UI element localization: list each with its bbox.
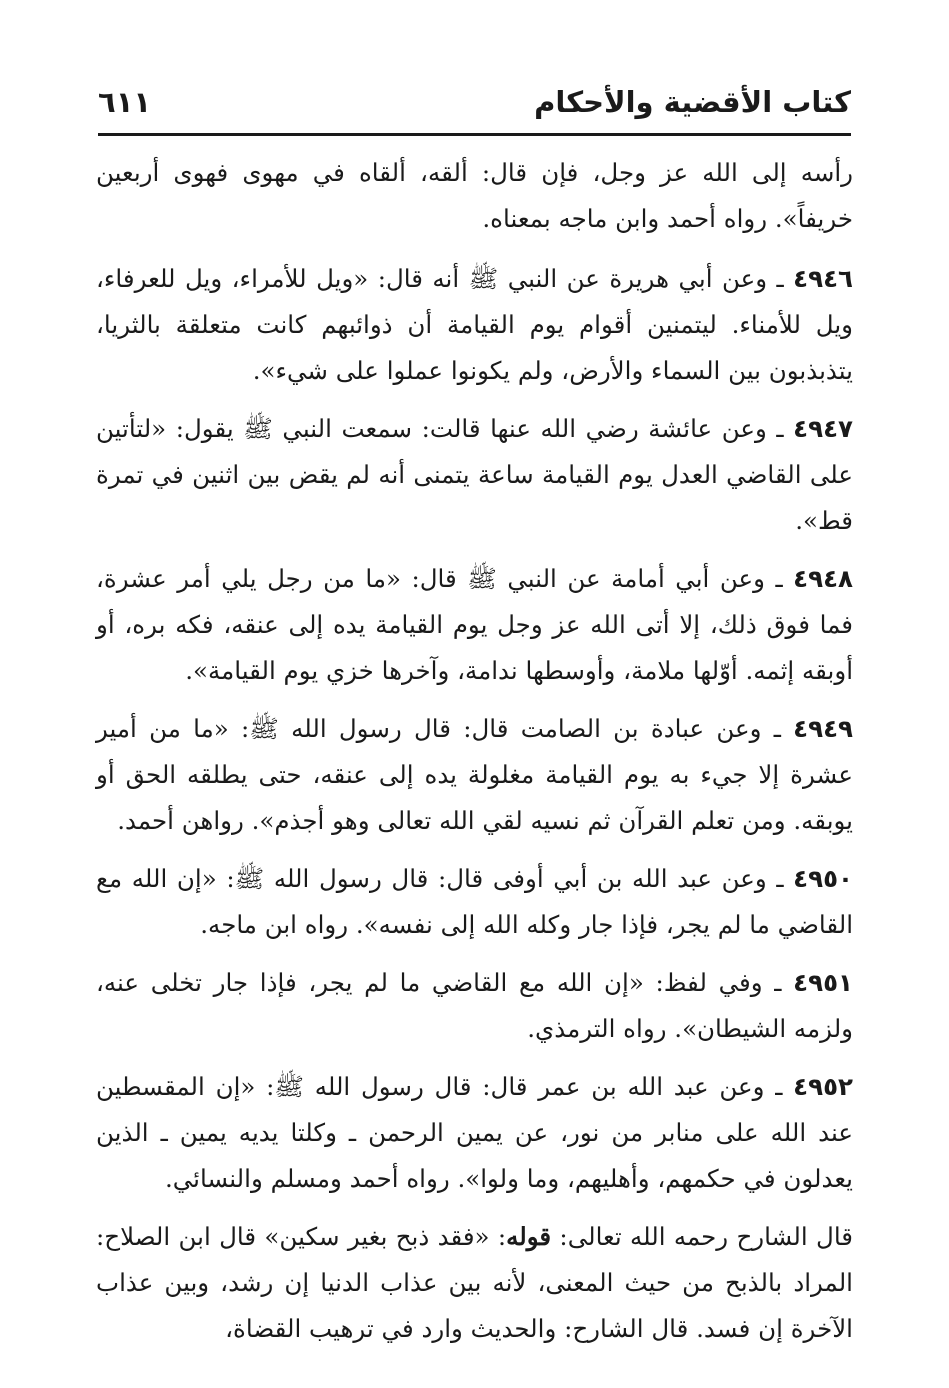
hadith-text: ـ وعن أبي أمامة عن النبي ﷺ قال: «ما من رجل يلي أمر عشرة، فما فوق ذلك، إلا أتى الله عز وجل يوم القيامة يده إلى عنقه، فكه بره، أو أوبقه إثمه. أوّلها ملامة، وأوسطها ندامة، وآخرها خزي يوم القيامة».: [96, 564, 853, 685]
hadith-number: ٤٩٤٦: [793, 264, 853, 293]
hadith-number: ٤٩٥٢: [793, 1072, 853, 1101]
hadith-4950: [96, 856, 853, 948]
header-divider: [98, 133, 851, 136]
hadith-number: ٤٩٤٧: [793, 414, 853, 443]
hadith-number: ٤٩٤٨: [793, 564, 853, 593]
hadith-text: ـ وعن أبي هريرة عن النبي ﷺ أنه قال: «ويل للأمراء، ويل للعرفاء، ويل للأمناء. ليتمنين أقوام يوم القيامة أن ذوائبهم كانت متعلقة بالثريا، يتذبذبون بين السماء والأرض، ولم يكونوا عملوا على شيء».: [96, 264, 853, 385]
paragraph-text: رأسه إلى الله عز وجل، فإن قال: ألقه، ألقاه في مهوى فهوى أربعين خريفاً». رواه أحمد وابن ماجه بمعناه.: [96, 158, 853, 233]
hadith-4952: [96, 1064, 853, 1202]
hadith-4949: [96, 706, 853, 844]
commentary-keyword: قوله: [506, 1222, 552, 1251]
hadith-number: ٤٩٥١: [793, 968, 853, 997]
chapter-title: كتاب الأقضية والأحكام: [534, 85, 851, 119]
commentary-text: : «فقد ذبح بغير سكين» قال ابن الصلاح: المراد بالذبح من حيث المعنى، لأنه بين عذاب الدنيا إن رشد، وبين عذاب الآخرة إن فسد. قال الشارح: والحديث وارد في ترهيب القضاة،: [96, 1222, 853, 1343]
hadith-4948: [96, 556, 853, 694]
hadith-4947: [96, 406, 853, 544]
hadith-number: ٤٩٤٩: [793, 714, 853, 743]
hadith-text: ـ وفي لفظ: «إن الله مع القاضي ما لم يجر، فإذا جار تخلى عنه، ولزمه الشيطان». رواه الترمذي.: [96, 968, 853, 1043]
page-body: [96, 150, 853, 1364]
hadith-text: ـ وعن عائشة رضي الله عنها قالت: سمعت النبي ﷺ يقول: «لتأتين على القاضي العدل يوم القيامة ساعة يتمنى أنه لم يقض بين اثنين في تمرة قط».: [96, 414, 853, 535]
commentary-lead: قال الشارح رحمه الله تعالى:: [551, 1222, 853, 1251]
hadith-text: ـ وعن عبد الله بن أبي أوفى قال: قال رسول الله ﷺ: «إن الله مع القاضي ما لم يجر، فإذا جار وكله الله إلى نفسه». رواه ابن ماجه.: [96, 864, 853, 939]
continued-paragraph: [96, 150, 853, 242]
hadith-number: ٤٩٥٠: [793, 864, 853, 893]
hadith-text: ـ وعن عبد الله بن عمر قال: قال رسول الله ﷺ: «إن المقسطين عند الله على منابر من نور، عن يمين الرحمن ـ وكلتا يديه يمين ـ الذين يعدلون في حكمهم، وأهليهم، وما ولوا». رواه أحمد ومسلم والنسائي.: [96, 1072, 853, 1193]
hadith-4946: [96, 256, 853, 394]
page-header: [98, 82, 851, 130]
commentary-paragraph: [96, 1214, 853, 1352]
hadith-4951: [96, 960, 853, 1052]
hadith-text: ـ وعن عبادة بن الصامت قال: قال رسول الله ﷺ: «ما من أمير عشرة إلا جيء به يوم القيامة مغلولة يده إلى عنقه، حتى يطلقه الحق أو يوبقه. ومن تعلم القرآن ثم نسيه لقي الله تعالى وهو أجذم». رواهن أحمد.: [96, 714, 853, 835]
page-number: ٦١١: [98, 85, 152, 119]
